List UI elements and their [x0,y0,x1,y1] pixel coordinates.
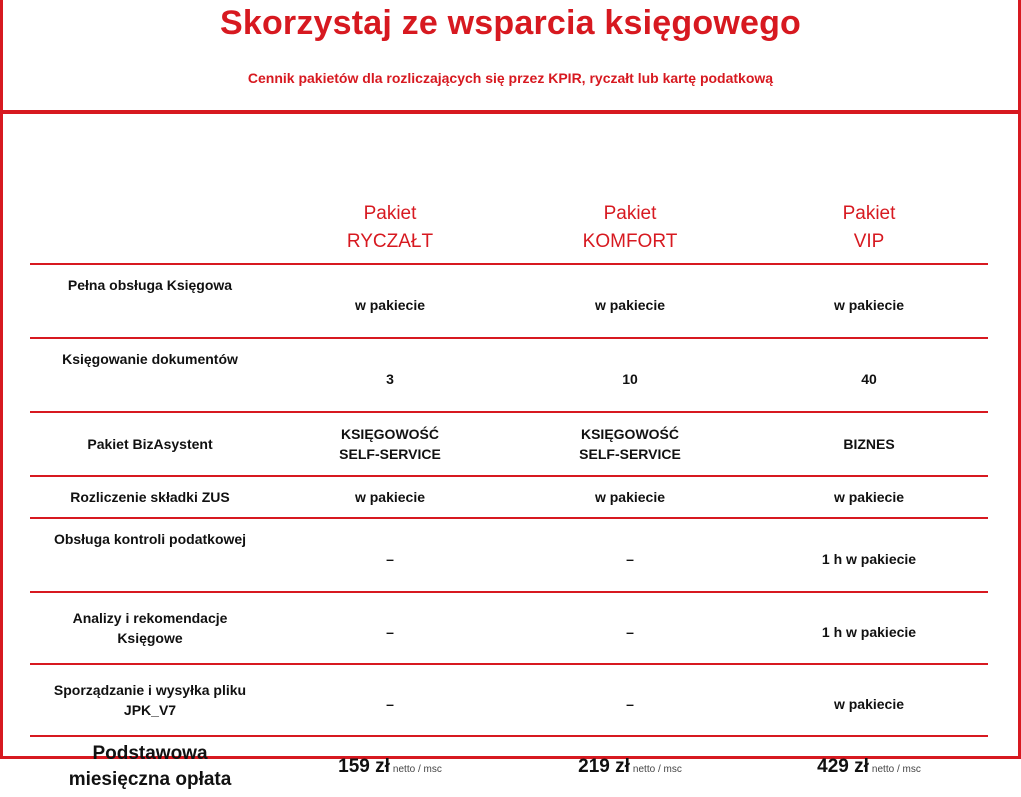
cell-line: BIZNES [843,436,895,452]
table-row [30,338,988,412]
cell-ryczalt: – [270,664,510,736]
cell-ryczalt: w pakiecie [270,264,510,338]
fee-row [30,736,988,797]
cell-vip: w pakiecie [750,664,988,736]
price-unit: netto / msc [632,764,682,775]
plan-header-row [30,193,988,264]
cell-vip: 40 [750,338,988,412]
cell-ryczalt: – [270,592,510,664]
cell-line: KSIĘGOWOŚĆ [340,426,439,442]
cell-komfort [510,412,750,476]
row-label: Obsługa kontroli podatkowej [30,518,270,592]
row-label [30,664,270,736]
table-row [30,412,988,476]
cell-line: SELF-SERVICE [339,446,441,462]
cell-komfort: – [510,518,750,592]
label-line: JPK_V7 [123,702,177,718]
cell-ryczalt [270,412,510,476]
price-amount: 159 zł [338,756,390,777]
fee-label-line: miesięczna opłata [68,769,232,790]
page-subtitle: Cennik pakietów dla rozliczających się przez KPIR, ryczałt lub kartę podatkową [247,70,774,86]
price-amount: 429 zł [817,756,869,777]
cell-line: SELF-SERVICE [579,446,681,462]
cell-vip: 1 h w pakiecie [750,592,988,664]
cell-komfort: w pakiecie [510,264,750,338]
fee-label [30,736,270,797]
price-komfort [510,736,750,797]
plan-name: VIP [853,231,885,252]
cell-ryczalt: 3 [270,338,510,412]
cell-vip: w pakiecie [750,476,988,518]
row-label: Księgowanie dokumentów [30,338,270,412]
header [0,0,1021,114]
cell-komfort: – [510,592,750,664]
row-label [30,592,270,664]
table-row [30,476,988,518]
table-row [30,264,988,338]
row-label: Rozliczenie składki ZUS [30,476,270,518]
plan-word: Pakiet [603,203,657,224]
pricing-table [30,193,988,797]
page-title: Skorzystaj ze wsparcia księgowego [219,4,802,42]
table-row [30,518,988,592]
fee-label-line: Podstawowa [92,743,208,764]
plan-header-vip [750,193,988,264]
price-unit: netto / msc [871,764,921,775]
plan-word: Pakiet [363,203,417,224]
plan-header-komfort [510,193,750,264]
label-line: Analizy i rekomendacje [72,610,228,626]
cell-ryczalt: – [270,518,510,592]
price-vip [750,736,988,797]
cell-vip: w pakiecie [750,264,988,338]
cell-komfort: – [510,664,750,736]
plan-header-ryczalt [270,193,510,264]
cell-ryczalt: w pakiecie [270,476,510,518]
plan-name: RYCZAŁT [346,231,434,252]
label-line: Sporządzanie i wysyłka pliku [53,682,247,698]
price-unit: netto / msc [392,764,442,775]
label-line: Księgowe [117,630,183,646]
plan-name: KOMFORT [582,231,678,252]
price-amount: 219 zł [578,756,630,777]
plan-word: Pakiet [842,203,896,224]
table-row [30,592,988,664]
cell-vip [750,412,988,476]
cell-komfort: w pakiecie [510,476,750,518]
header-divider [3,110,1018,114]
cell-vip: 1 h w pakiecie [750,518,988,592]
row-label: Pakiet BizAsystent [30,412,270,476]
price-ryczalt [270,736,510,797]
cell-komfort: 10 [510,338,750,412]
row-label: Pełna obsługa Księgowa [30,264,270,338]
corner-cell [30,193,270,264]
table-row [30,664,988,736]
cell-line: KSIĘGOWOŚĆ [580,426,679,442]
